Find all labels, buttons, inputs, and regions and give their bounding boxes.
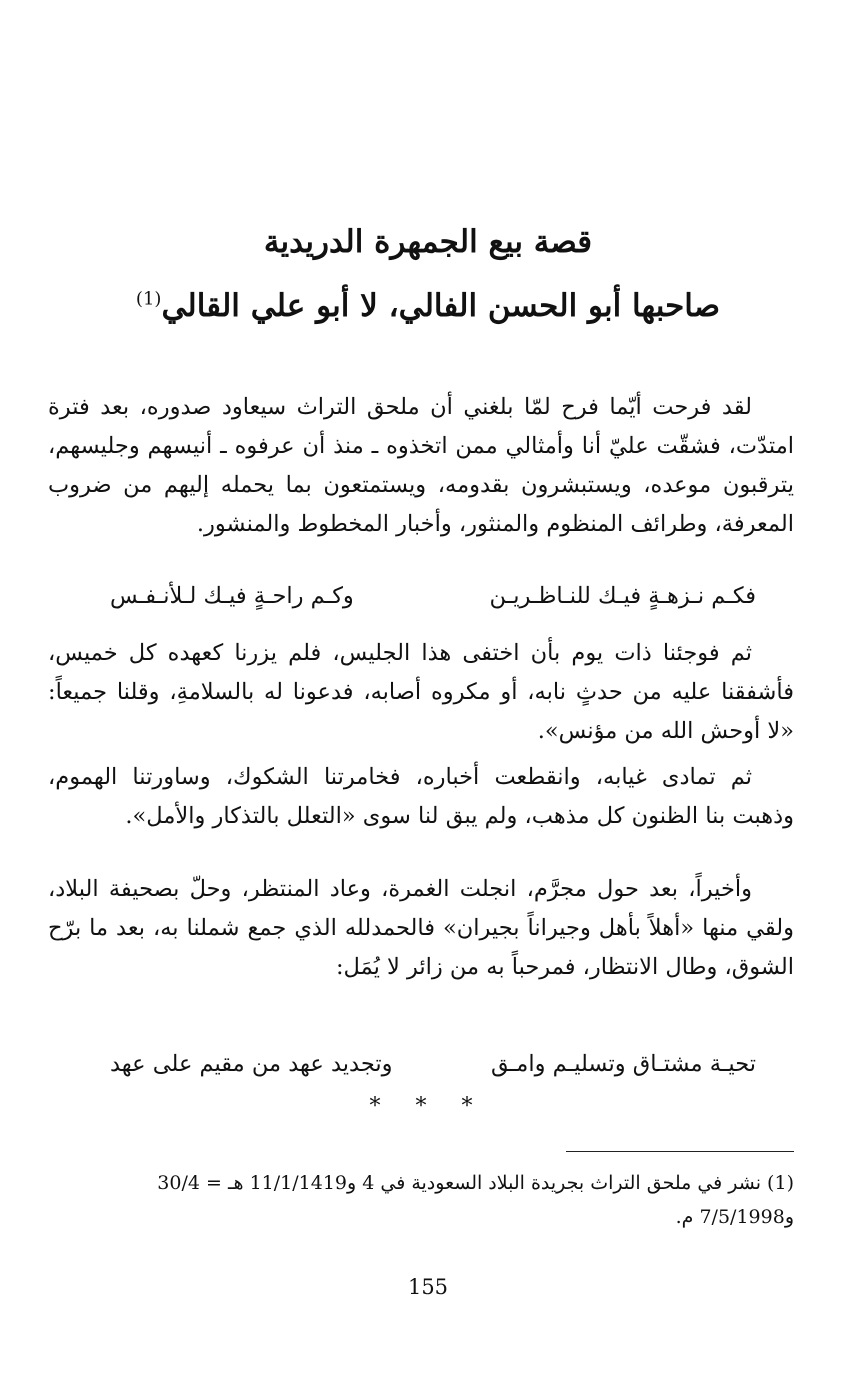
footnote: [48, 1166, 794, 1234]
paragraph-3: [48, 758, 794, 836]
paragraph-text: وأخيراً، بعد حول مجرَّم، انجلت الغمرة، وعاد المنتظر، وحلّ بصحيفة البلاد، ولقي منها «أهلاً بأهل وجيراناً بجيران» فالحمدلله الذي جمع شملنا به، بعد ما برّح الشوق، وطال الانتظار، فمرحباً به من زائر لا يُمَل:: [48, 876, 794, 980]
footnote-divider: [566, 1151, 794, 1152]
paragraph-2: [48, 634, 794, 751]
verse-hemistich-first: فكـم نـزهـةٍ فيـك للنـاظـريـن: [489, 583, 756, 609]
footnote-line-2: و7/5/1998 م.: [675, 1206, 794, 1228]
verse-1: [110, 578, 756, 614]
footnote-reference[interactable]: (1): [135, 288, 162, 310]
verse-hemistich-second: وكـم راحـةٍ فيـك لـلأنـفـس: [110, 583, 354, 609]
paragraph-4: [48, 870, 794, 987]
footnote-line-1: (1) نشر في ملحق التراث بجريدة البلاد السعودية في 4 و11/1/1419 هـ = 30/4: [157, 1172, 794, 1194]
verse-hemistich-second: وتجديد عهد من مقيم على عهد: [110, 1051, 393, 1077]
title-line-2: صاحبها أبو الحسن الفالي، لا أبو علي القالي: [161, 288, 721, 324]
section-separator: * * *: [369, 1094, 487, 1119]
title-line-1: قصة بيع الجمهرة الدريدية: [263, 224, 593, 260]
paragraph-text: ثم فوجئنا ذات يوم بأن اختفى هذا الجليس، فلم يزرنا كعهده كل خميس، فأشفقنا عليه من حدثٍ نابه، أو مكروه أصابه، فدعونا له بالسلامةِ، وقلنا جميعاً: «لا أوحش الله من مؤنس».: [48, 640, 794, 744]
paragraph-text: لقد فرحت أيّما فرح لمّا بلغني أن ملحق التراث سيعاود صدوره، بعد فترة امتدّت، فشقّت عليّ أنا وأمثالي ممن اتخذوه ـ منذ أن عرفوه ـ أنيسهم وجليسهم، يترقبون موعده، ويستبشرون بقدومه، ويستمتعون بما يحمله إليهم من ضروب المعرفة، وطرائف المنظوم والمنثور، وأخبار المخطوط والمنشور.: [48, 394, 794, 537]
paragraph-text: ثم تمادى غيابه، وانقطعت أخباره، فخامرتنا الشكوك، وساورتنا الهموم، وذهبت بنا الظنون كل مذهب، ولم يبق لنا سوى «التعلل بالتذكار والأمل».: [48, 764, 794, 829]
paragraph-1: [48, 388, 794, 544]
page-title: [60, 220, 796, 264]
page-number: 155: [407, 1275, 449, 1299]
verse-hemistich-first: تحيـة مشتـاق وتسليـم وامـق: [490, 1051, 756, 1077]
verse-2: [110, 1046, 756, 1082]
page-subtitle: [60, 284, 796, 328]
